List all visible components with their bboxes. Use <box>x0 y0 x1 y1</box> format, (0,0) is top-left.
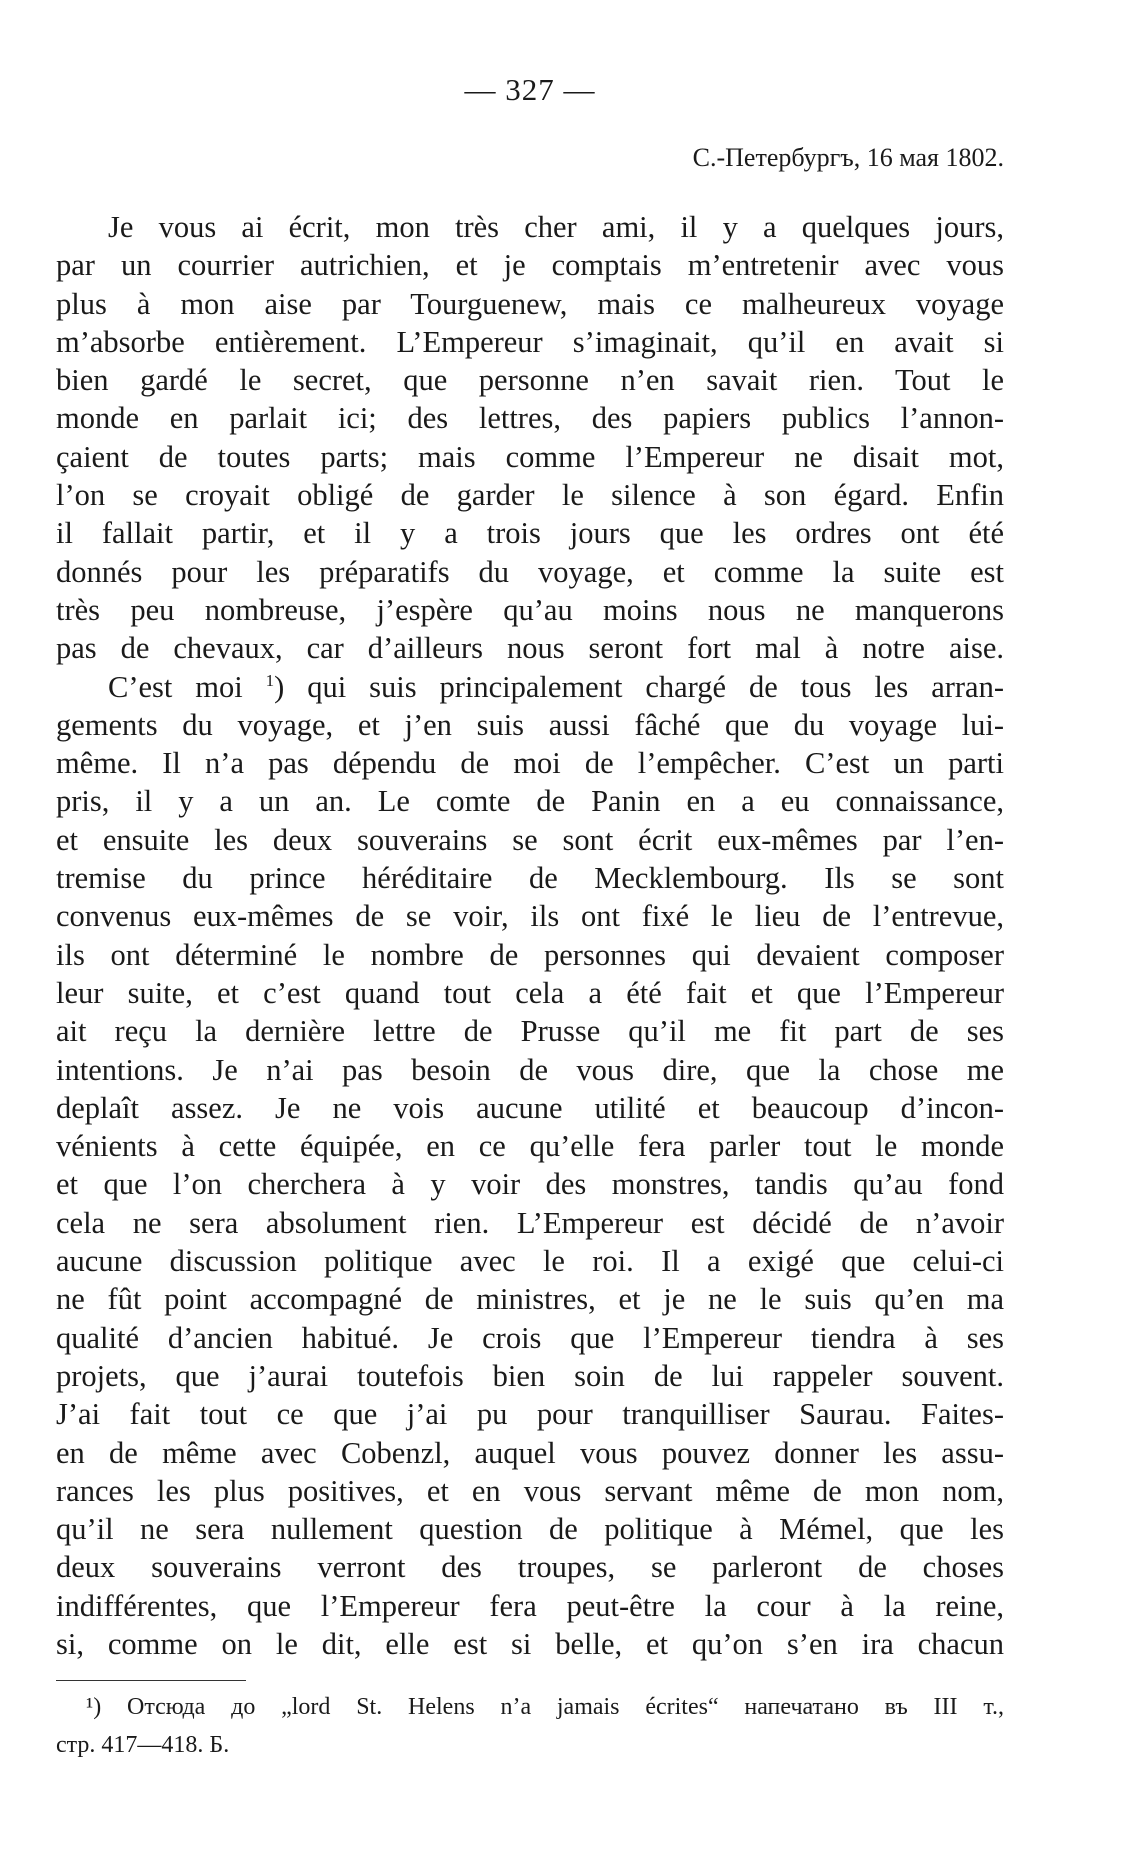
body-line-7: çaient de toutes parts; mais comme l’Empereur ne disait mot, <box>56 439 1004 474</box>
body-line-30: qualité d’ancien habitué. Je crois que l’Empereur tiendra à ses <box>56 1320 1004 1355</box>
body-line-22: ait reçu la dernière lettre de Prusse qu’il me fit part de ses <box>56 1014 1004 1049</box>
body-line-19: convenus eux-mêmes de se voir, ils ont fixé le lieu de l’entrevue, <box>56 899 1004 934</box>
body-line-32: J’ai fait tout ce que j’ai pu pour tranquilliser Saurau. Faites- <box>56 1397 1004 1432</box>
body-line-17: et ensuite les deux souverains se sont écrit eux-mêmes par l’en- <box>56 822 1004 857</box>
body-line-3: plus à mon aise par Tourguenew, mais ce malheureux voyage <box>56 286 1004 321</box>
body-line-38: si, comme on le dit, elle est si belle, et qu’on s’en ira chacun <box>56 1626 1004 1661</box>
body-line-28: aucune discussion politique avec le roi. Il a exigé que celui-ci <box>56 1244 1004 1279</box>
body-line-25: vénients à cette équipée, en ce qu’elle fera parler tout le monde <box>56 1129 1004 1164</box>
body-line-18: tremise du prince héréditaire de Mecklembourg. Ils se sont <box>56 861 1004 896</box>
body-line-24: deplaît assez. Je ne vois aucune utilité et beaucoup d’incon- <box>56 1090 1004 1125</box>
footnote-reference: 1 <box>265 670 275 690</box>
footnote-text-1: Отсюда до „lord St. Helens n’a jamais écrites“ напечатано въ III т., <box>126 1694 1005 1720</box>
body-line-8: l’on se croyait obligé de garder le silence à son égard. Enfin <box>56 478 1004 513</box>
body-line-10: donnés pour les préparatifs du voyage, et comme la suite est <box>56 554 1004 589</box>
footnote-divider <box>56 1680 246 1681</box>
footnote-line-2: стр. 417—418. Б. <box>56 1732 230 1758</box>
footnote-marker: ¹) <box>86 1694 102 1720</box>
body-line-5: bien gardé le secret, que personne n’en savait rien. Tout le <box>56 363 1004 398</box>
body-line-36: deux souverains verront des troupes, se parleront de choses <box>56 1550 1004 1585</box>
body-line-6: monde en parlait ici; des lettres, des papiers publics l’annon- <box>56 401 1004 436</box>
body-line-29: ne fût point accompagné de ministres, et je ne le suis qu’en ma <box>56 1282 1004 1317</box>
body-line-34: rances les plus positives, et en vous servant même de mon nom, <box>56 1473 1004 1508</box>
body-line-13: C’est moi $^1$) qui suis principalement chargé de tous les arran- <box>108 669 1005 704</box>
body-line-9: il fallait partir, et il y a trois jours que les ordres ont été <box>56 516 1004 551</box>
footnote <box>56 1688 1004 1764</box>
body-line-35: qu’il ne sera nullement question de politique à Mémel, que les <box>56 1512 1004 1547</box>
body-line-11: très peu nombreuse, j’espère qu’au moins nous ne manquerons <box>56 592 1004 627</box>
body-line-13-start: C’est moi <box>108 669 243 704</box>
footnote-line-1 <box>56 1688 1004 1726</box>
body-line-15: même. Il n’a pas dépendu de moi de l’empêcher. C’est un parti <box>56 746 1004 781</box>
body-line-2: par un courrier autrichien, et je comptais m’entretenir avec vous <box>56 248 1004 283</box>
letter-body <box>56 208 1004 1663</box>
body-line-27: cela ne sera absolument rien. L’Empereur est décidé de n’avoir <box>56 1205 1004 1240</box>
body-line-16: pris, il y a un an. Le comte de Panin en a eu connaissance, <box>56 784 1004 819</box>
body-line-21: leur suite, et c’est quand tout cela a été fait et que l’Empereur <box>56 975 1004 1010</box>
body-line-37: indifférentes, que l’Empereur fera peut-être la cour à la reine, <box>56 1588 1004 1623</box>
body-line-31: projets, que j’aurai toutefois bien soin de lui rappeler souvent. <box>56 1358 1004 1393</box>
body-line-20: ils ont déterminé le nombre de personnes qui devaient composer <box>56 937 1004 972</box>
body-line-13-rest: qui suis principalement chargé de tous les arran- <box>307 669 1005 704</box>
body-line-4: m’absorbe entièrement. L’Empereur s’imaginait, qu’il en avait si <box>56 324 1004 359</box>
page-number: — 327 — <box>464 72 596 107</box>
body-line-23: intentions. Je n’ai pas besoin de vous dire, que la chose me <box>56 1052 1004 1087</box>
body-line-14: gements du voyage, et j’en suis aussi fâché que du voyage lui- <box>56 707 1004 742</box>
letter-date-line: С.-Петербургъ, 16 мая 1802. <box>692 143 1004 172</box>
body-line-12: pas de chevaux, car d’ailleurs nous seront fort mal à notre aise. <box>56 631 1004 666</box>
body-line-33: en de même avec Cobenzl, auquel vous pouvez donner les assu- <box>56 1435 1004 1470</box>
body-line-26: et que l’on cherchera à y voir des monstres, tandis qu’au fond <box>56 1167 1004 1202</box>
body-line-1: Je vous ai écrit, mon très cher ami, il y a quelques jours, <box>108 210 1004 244</box>
